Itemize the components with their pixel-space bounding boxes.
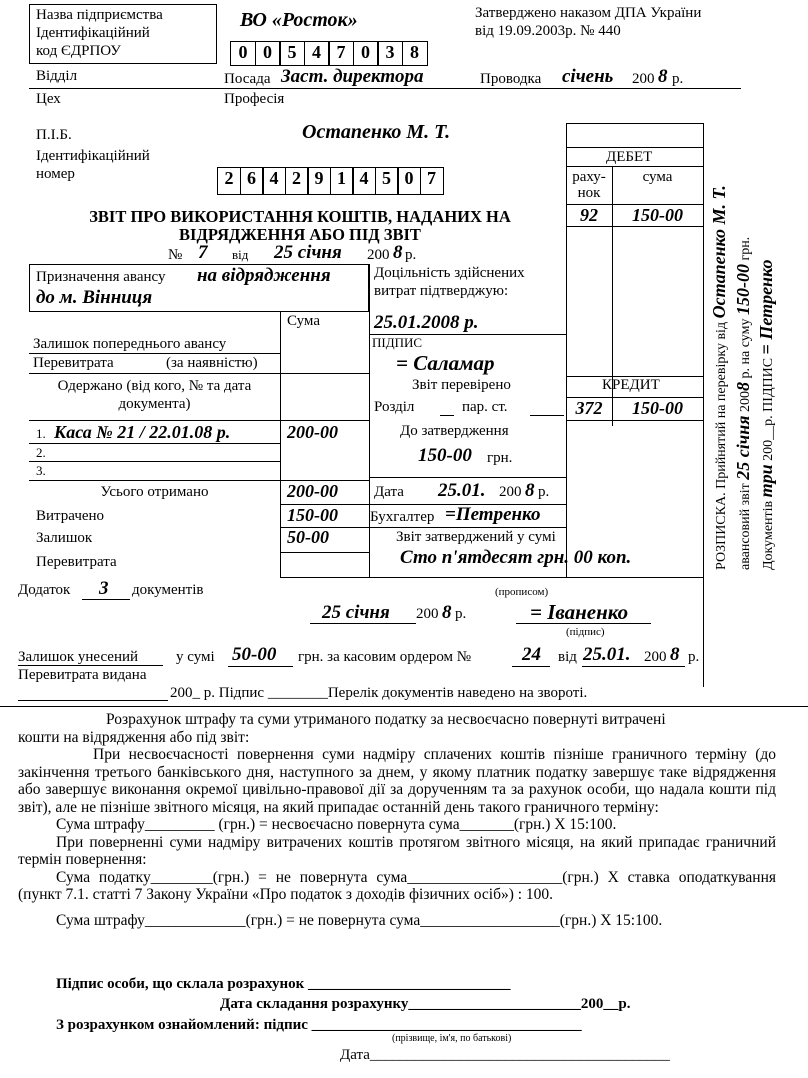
purpose-value-2: до м. Вінниця — [36, 287, 153, 308]
sum-header: Сума — [287, 313, 320, 329]
id-digit: 4 — [352, 167, 376, 195]
check-label: Звіт перевірено — [412, 377, 511, 393]
penalty-formula-1: Сума штрафу_________ (грн.) = несвоєчасно повернута сума_______(грн.) Х 15:100. — [56, 816, 617, 833]
dept-label: Відділ — [36, 68, 78, 84]
approval-value: 150-00 — [418, 445, 472, 466]
penalty-formula-3: Сума штрафу_____________(грн.) = не повернута сума__________________(грн.) Х 15:100. — [56, 911, 663, 929]
check-section: Розділ — [374, 399, 415, 415]
receipt-text-2: авансовий звіт — [738, 483, 753, 570]
id-digit: 7 — [420, 167, 444, 195]
overspend2-label: Перевитрата — [36, 554, 117, 570]
returned-order-text: грн. за касовим ордером № — [298, 649, 472, 665]
order-date: 25.01. — [583, 644, 631, 665]
confirm-sign: = Саламар — [396, 351, 495, 375]
edrpou-digit: 0 — [230, 41, 256, 66]
profession-label: Професія — [224, 91, 285, 107]
report-no-label: № — [168, 247, 183, 263]
debit-col-account-2: нок — [577, 185, 601, 201]
company-label-3: код ЄДРПОУ — [36, 43, 121, 59]
order-no: 24 — [522, 644, 541, 665]
receipt-count: три — [756, 464, 776, 498]
spent-label: Витрачено — [36, 508, 105, 524]
overspend-label: Перевитрата — [33, 355, 114, 371]
confirm-date: 25.01.2008 р. — [374, 312, 479, 333]
attachment-label: Додаток — [18, 582, 71, 598]
id-digit: 2 — [285, 167, 309, 195]
approval-unit: грн. — [487, 450, 513, 466]
acquainted: З розрахунком ознайомлений: підпис ____________________________________ — [56, 1017, 582, 1033]
report-title-1: ЗВІТ ПРО ВИКОРИСТАННЯ КОШТІВ, НАДАНИХ НА — [89, 207, 511, 226]
penalty-block — [18, 711, 776, 929]
id-digit: 6 — [240, 167, 264, 195]
overspend-if-any: (за наявністю) — [166, 355, 258, 371]
debit-title: ДЕБЕТ — [606, 149, 653, 165]
footer-signature: = Іваненко — [530, 600, 629, 624]
report-date: 25 січня — [274, 242, 342, 263]
posting-year-prefix: 200 — [632, 71, 655, 87]
posting-year-digit: 8 — [658, 66, 668, 87]
edrpou-digit: 7 — [328, 41, 354, 66]
receipt-text-4: грн. — [738, 236, 753, 261]
approved-line-2: від 19.09.2003р. № 440 — [475, 23, 621, 39]
report-title-2: ВІДРЯДЖЕННЯ АБО ПІД ЗВІТ — [179, 225, 421, 244]
in-words-caption: (прописом) — [495, 586, 549, 598]
check-article: пар. ст. — [462, 399, 508, 415]
credit-account: 372 — [575, 398, 603, 418]
edrpou-digits — [230, 41, 426, 66]
receipt-name: Остапенко М. Т. — [709, 185, 729, 319]
id-label-1: Ідентифікаційний — [36, 148, 150, 164]
posting-label: Проводка — [480, 71, 542, 87]
approved-sum-label: Звіт затверджений у сумі — [396, 529, 556, 545]
id-digit: 4 — [262, 167, 286, 195]
id-digit: 0 — [397, 167, 421, 195]
confirm-label-1: Доцільність здійснених — [374, 265, 525, 281]
edrpou-digit: 0 — [255, 41, 281, 66]
confirm-sign-label: ПІДПИС — [372, 335, 423, 350]
report-year-suffix: р. — [405, 247, 417, 263]
penalty-paragraph-1: При несвоєчасності повернення суми надміру сплачених коштів пізніше граничного терміну (до закінчення третього банківського дня, наступного за днем, у якому платник податку завершує таке відрядження або завершує виконання окремої цивільно-правової дії за дорученням та за рахунок особи, що надала кошти під звіт), але не пізніше звітного місяця, на який припадає останній день такого граничного терміну: — [18, 746, 776, 816]
check-date: 25.01. — [438, 480, 486, 501]
signature-caption: (підпис) — [566, 626, 605, 638]
footer-year-prefix: 200 — [416, 606, 439, 622]
receipt-sign: = Петренко — [756, 259, 776, 355]
line1-sum: 200-00 — [287, 422, 338, 442]
confirm-label-2: витрат підтверджую: — [374, 283, 509, 299]
returned-label: Залишок унесений — [18, 649, 139, 665]
overspend-line: 200_ р. Підпис ________Перелік документів наведено на звороті. — [170, 685, 588, 701]
receipt-line-3 — [757, 260, 777, 571]
report-year-digit: 8 — [393, 242, 403, 263]
penalty-heading-1: Розрахунок штрафу та суми утриманого податку за несвоєчасно повернуті витрачені — [106, 711, 666, 728]
receipt-text-1: РОЗПИСКА. Прийнятий на перевірку від — [714, 321, 729, 570]
debit-col-account-1: раху- — [572, 169, 606, 185]
footer-year-digit: 8 — [442, 602, 452, 623]
posting-year-suffix: р. — [672, 71, 684, 87]
receipt-line-1 — [710, 185, 730, 570]
edrpou-digit: 0 — [353, 41, 379, 66]
date-final: Дата________________________________________ — [340, 1047, 670, 1063]
received-label-1: Одержано (від кого, № та дата — [57, 378, 252, 394]
spent-sum: 150-00 — [287, 505, 338, 525]
receipt-sum: 150-00 — [733, 264, 753, 316]
edrpou-digit: 4 — [304, 41, 330, 66]
penalty-formula-2: Сума податку________(грн.) = не повернута сума____________________(грн.) Х ставка оподаткування (пункт 7.1. статті 7 Закону України «Про податок з доходів фізичних осіб») : 100. — [18, 868, 776, 903]
company-name: ВО «Росток» — [240, 9, 358, 31]
line3-no: 3. — [36, 463, 46, 478]
company-label-1: Назва підприємства — [36, 7, 163, 23]
credit-sum: 150-00 — [632, 398, 683, 418]
check-year-prefix: 200 — [499, 484, 522, 500]
name-caption: (прізвище, ім'я, по батькові) — [392, 1033, 512, 1044]
pib-value: Остапенко М. Т. — [302, 121, 451, 143]
receipt-text-5: Документів — [761, 500, 776, 570]
sign-person: Підпис особи, що склала розрахунок ___________________________ — [56, 976, 511, 992]
debit-col-sum: сума — [642, 169, 673, 185]
order-year-digit: 8 — [670, 644, 680, 665]
id-digit: 9 — [307, 167, 331, 195]
report-date-label: від — [232, 247, 249, 262]
calc-date: Дата складання розрахунку_______________________200__р. — [220, 996, 631, 1012]
receipt-text-6: 200__р. ПІДПИС — [761, 357, 776, 461]
total-sum: 200-00 — [287, 481, 338, 501]
prev-balance-label: Залишок попереднього авансу — [33, 336, 227, 352]
edrpou-digit: 3 — [377, 41, 403, 66]
debit-sum: 150-00 — [632, 205, 683, 225]
check-date-label: Дата — [374, 484, 404, 500]
receipt-year-digit: 8 — [733, 381, 753, 391]
id-digit: 5 — [375, 167, 399, 195]
order-date-label: від — [558, 649, 577, 665]
line1-value: Каса № 21 / 22.01.08 р. — [54, 422, 231, 442]
received-label-2: документа) — [118, 396, 191, 412]
approval-label: До затвердження — [400, 423, 509, 439]
debit-account: 92 — [580, 205, 598, 225]
order-year: 200 — [644, 649, 667, 665]
edrpou-digit: 8 — [402, 41, 428, 66]
id-label-2: номер — [36, 166, 75, 182]
attachment-suffix: документів — [132, 582, 204, 598]
company-label-2: Ідентифікаційний — [36, 25, 150, 41]
order-year-suffix: р. — [688, 649, 700, 665]
position-value: Заст. директора — [281, 66, 424, 87]
penalty-paragraph-2: При поверненні суми надміру витрачених коштів протягом звітного місяця, на який припадає граничний термін повернення: — [18, 833, 776, 868]
overspend-issued: Перевитрата видана — [18, 667, 147, 683]
edrpou-digit: 5 — [279, 41, 305, 66]
approved-sum-words: Сто п'ятдесят грн. 00 коп. — [400, 547, 632, 568]
report-no: 7 — [198, 242, 208, 263]
purpose-label: Призначення авансу — [36, 269, 166, 285]
line2-no: 2. — [36, 445, 46, 460]
total-label: Усього отримано — [100, 484, 209, 500]
returned-sum: 50-00 — [232, 644, 277, 665]
returned-sum-label: у сумі — [176, 649, 215, 665]
accountant-label: Бухгалтер — [370, 509, 435, 525]
accountant-sign: =Петренко — [445, 504, 541, 525]
attachment-count: 3 — [99, 578, 109, 599]
receipt-line-2 — [734, 237, 754, 570]
id-digit: 2 — [217, 167, 241, 195]
id-digit: 1 — [330, 167, 354, 195]
pib-label: П.І.Б. — [36, 127, 72, 143]
posting-month: січень — [562, 66, 614, 87]
receipt-year: 200 — [738, 390, 753, 412]
penalty-heading-2: кошти на відрядження або під звіт: — [18, 728, 250, 746]
balance-sum: 50-00 — [287, 527, 329, 547]
approved-line-1: Затверджено наказом ДПА України — [475, 5, 702, 21]
receipt-text-3: р. на суму — [738, 318, 753, 379]
balance-label: Залишок — [36, 530, 93, 546]
report-year-prefix: 200 — [367, 247, 390, 263]
shop-label: Цех — [36, 91, 61, 107]
position-label: Посада — [224, 71, 271, 87]
check-year-digit: 8 — [525, 480, 535, 501]
check-year-suffix: р. — [538, 484, 550, 500]
id-digits — [217, 167, 442, 195]
footer-year-suffix: р. — [455, 606, 467, 622]
footer-date: 25 січня — [322, 602, 390, 623]
line1-no: 1. — [36, 426, 46, 441]
credit-title: КРЕДИТ — [602, 377, 660, 393]
receipt-date: 25 січня — [733, 415, 753, 480]
purpose-value-1: на відрядження — [197, 265, 331, 286]
